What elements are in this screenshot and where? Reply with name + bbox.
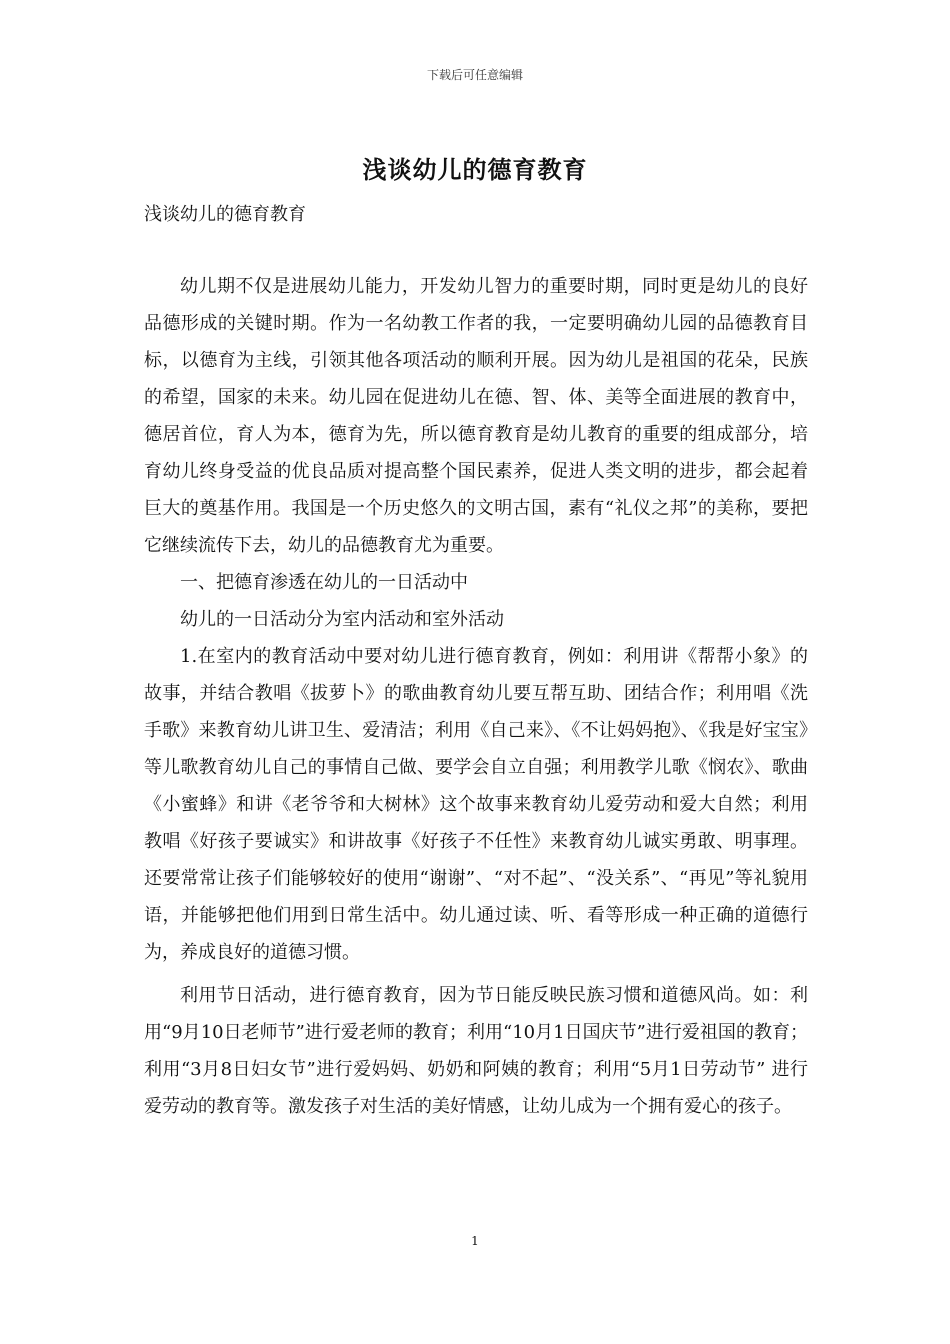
header-note: 下载后可任意编辑	[426, 68, 523, 82]
paragraph-indoor: 1.在室内的教育活动中要对幼儿进行德育教育，例如：利用讲《帮帮小象》的故事，并结合教唱《拔萝卜》的歌曲教育幼儿要互帮互助、团结合作；利用唱《洗手歌》来教育幼儿讲卫生、爱清洁；利用《自己来》、《不让妈妈抱》、《我是好宝宝》等儿歌教育幼儿自己的事情自己做、要学会自立自强；利用教学儿歌《悯农》、歌曲《小蜜蜂》和讲《老爷爷和大树林》这个故事来教育幼儿爱劳动和爱大自然；利用教唱《好孩子要诚实》和讲故事《好孩子不任性》来教育幼儿诚实勇敢、明事理。还要常常让孩子们能够较好的使用“谢谢”、“对不起”、“没关系”、“再见”等礼貌用语，并能够把他们用到日常生活中。幼儿通过读、听、看等形成一种正确的道德行为，养成良好的道德习惯。	[144, 646, 808, 963]
document-title: 浅谈幼儿的德育教育	[362, 155, 588, 184]
paragraph-festival: 利用节日活动，进行德育教育，因为节日能反映民族习惯和道德风尚。如：利用“9月10日老师节”进行爱老师的教育；利用“10月1日国庆节”进行爱祖国的教育；利用“3月8日妇女节”进行爱妈妈、奶奶和阿姨的教育；利用“5月1日劳动节” 进行爱劳动的教育等。激发孩子对生活的美好情感，让幼儿成为一个拥有爱心的孩子。	[144, 985, 808, 1117]
page-number: 1	[471, 1234, 479, 1248]
document-body	[144, 268, 808, 1125]
paragraph-intro: 幼儿期不仅是进展幼儿能力，开发幼儿智力的重要时期，同时更是幼儿的良好品德形成的关键时期。作为一名幼教工作者的我，一定要明确幼儿园的品德教育目标，以德育为主线，引领其他各项活动的顺利开展。因为幼儿是祖国的花朵，民族的希望，国家的未来。幼儿园在促进幼儿在德、智、体、美等全面进展的教育中，德居首位，育人为本，德育为先，所以德育教育是幼儿教育的重要的组成部分，培育幼儿终身受益的优良品质对提高整个国民素养，促进人类文明的进步，都会起着巨大的奠基作用。我国是一个历史悠久的文明古国，素有“礼仪之邦”的美称，要把它继续流传下去，幼儿的品德教育尤为重要。	[144, 276, 808, 556]
section-heading: 一、把德育渗透在幼儿的一日活动中	[180, 572, 468, 593]
paragraph-activities: 幼儿的一日活动分为室内活动和室外活动	[180, 609, 504, 630]
document-subtitle: 浅谈幼儿的德育教育	[144, 204, 306, 225]
